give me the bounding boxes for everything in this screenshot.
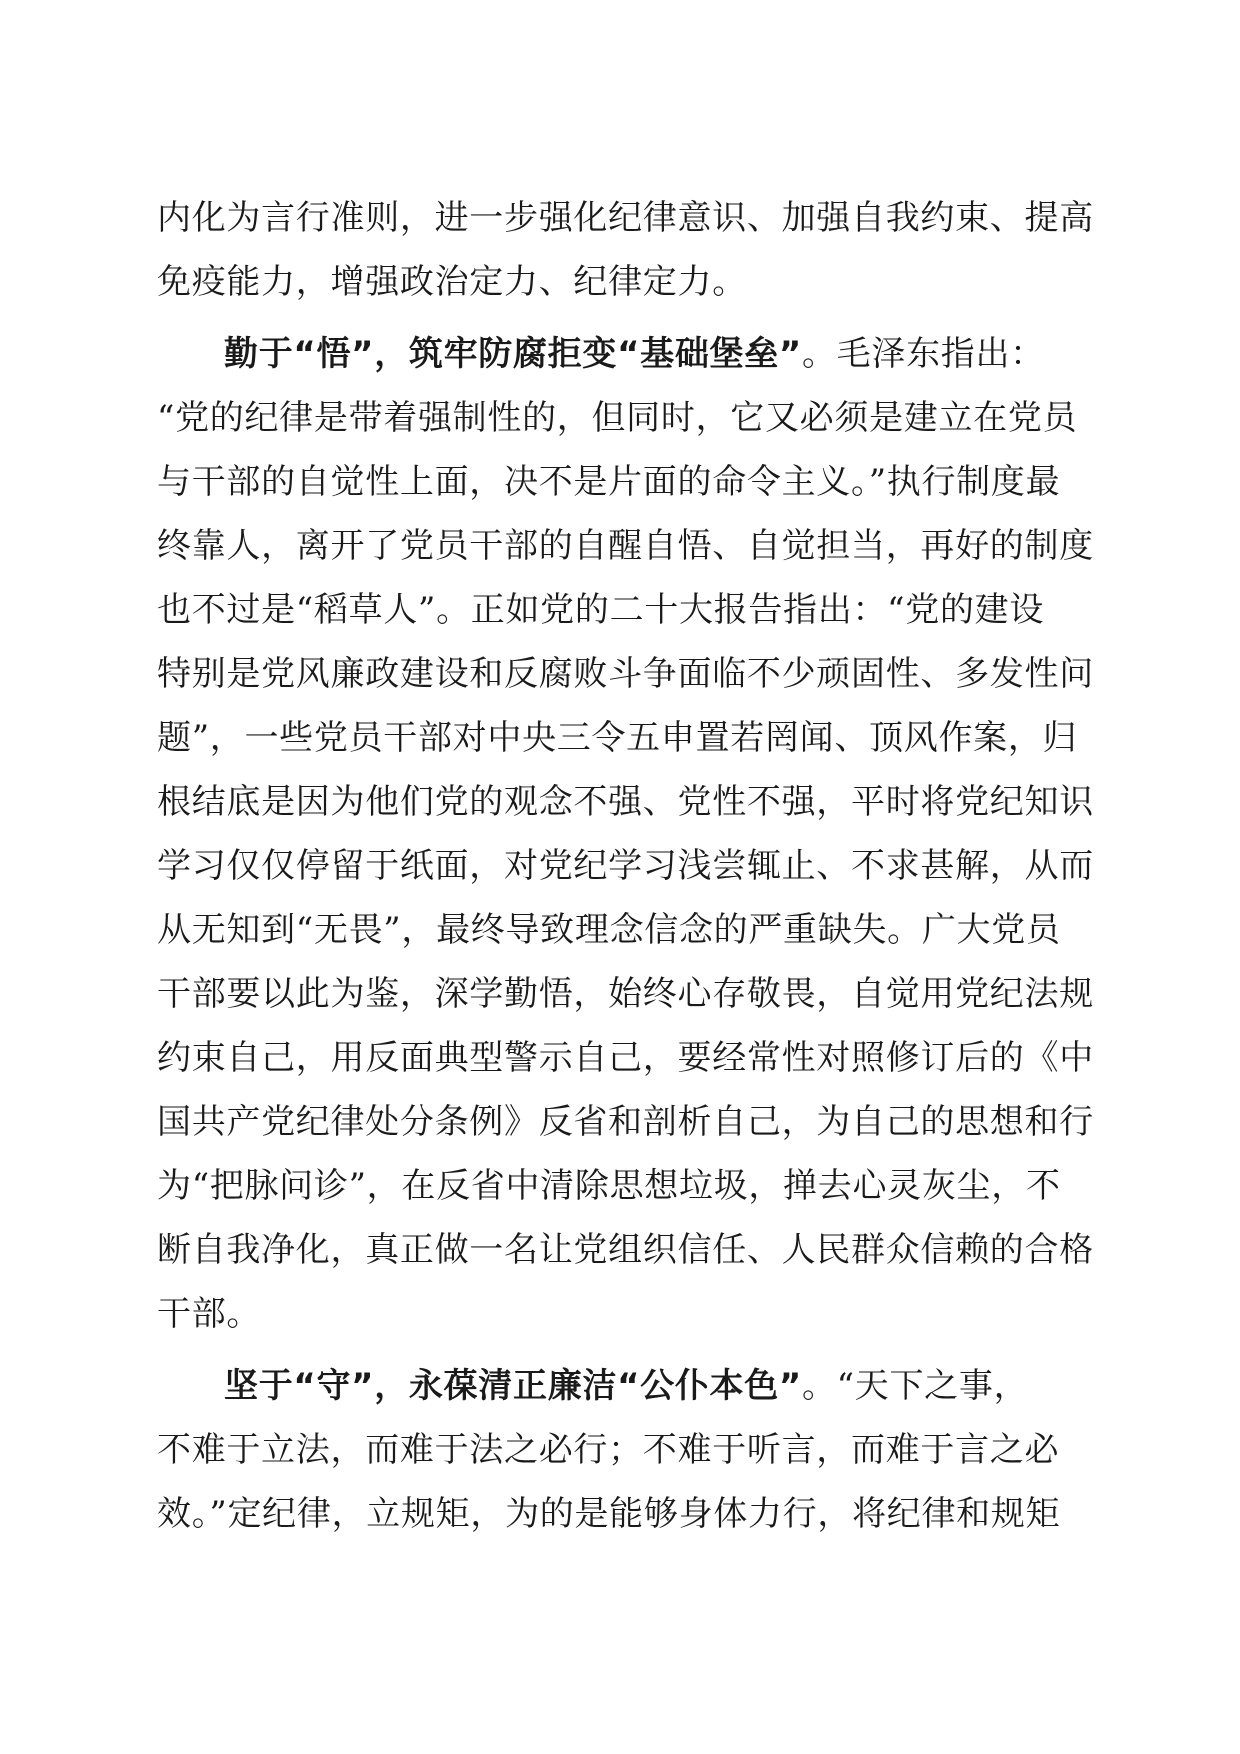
text-line: 免疫能力，增强政治定力、纪律定力。 bbox=[157, 262, 747, 302]
text-line: 与干部的自觉性上面，决不是片面的命令主义。”执行制度最 bbox=[157, 462, 1061, 502]
heading-tail-text: 。毛泽东指出： bbox=[801, 334, 1045, 374]
text-line: 根结底是因为他们党的观念不强、党性不强，平时将党纪知识 bbox=[157, 782, 1094, 822]
text-line: 约束自己，用反面典型警示自己，要经常性对照修订后的《中 bbox=[157, 1038, 1094, 1078]
text-line: 断自我净化，真正做一名让党组织信任、人民群众信赖的合格 bbox=[157, 1230, 1094, 1270]
text-line: 效。”定纪律，立规矩，为的是能够身体力行，将纪律和规矩 bbox=[157, 1494, 1061, 1534]
text-line: 内化为言行准则，进一步强化纪律意识、加强自我约束、提高 bbox=[157, 198, 1094, 238]
text-line: 特别是党风廉政建设和反腐败斗争面临不少顽固性、多发性问 bbox=[157, 654, 1094, 694]
text-line: “党的纪律是带着强制性的，但同时，它又必须是建立在党员 bbox=[157, 398, 1078, 438]
paragraph-first-line bbox=[157, 1354, 1087, 1418]
paragraph-first-line bbox=[157, 322, 1087, 386]
document-body bbox=[157, 186, 1094, 1546]
section-heading-shou: 坚于“守”，永葆清正廉洁“公仆本色” bbox=[224, 1366, 802, 1406]
text-line: 干部要以此为鉴，深学勤悟，始终心存敬畏，自觉用党纪法规 bbox=[157, 974, 1094, 1014]
section-heading-wu: 勤于“悟”，筑牢防腐拒变“基础堡垒” bbox=[224, 334, 802, 374]
text-line: 为“把脉问诊”，在反省中清除思想垃圾，掸去心灵灰尘，不 bbox=[157, 1166, 1061, 1206]
text-line: 也不过是“稻草人”。正如党的二十大报告指出：“党的建设 bbox=[157, 590, 1045, 630]
heading-tail-text: 。“天下之事， bbox=[801, 1366, 1029, 1406]
paragraph-gap bbox=[157, 1346, 1087, 1354]
text-line: 干部。 bbox=[157, 1294, 262, 1334]
paragraph-gap bbox=[157, 314, 1087, 322]
text-line: 不难于立法，而难于法之必行；不难于听言，而难于言之必 bbox=[157, 1430, 1060, 1470]
text-line: 国共产党纪律处分条例》反省和剖析自己，为自己的思想和行 bbox=[157, 1102, 1094, 1142]
text-line: 题”，一些党员干部对中央三令五申置若罔闻、顶风作案，归 bbox=[157, 718, 1078, 758]
text-line: 从无知到“无畏”，最终导致理念信念的严重缺失。广大党员 bbox=[157, 910, 1061, 950]
text-line: 学习仅仅停留于纸面，对党纪学习浅尝辄止、不求甚解，从而 bbox=[157, 846, 1094, 886]
text-line: 终靠人，离开了党员干部的自醒自悟、自觉担当，再好的制度 bbox=[157, 526, 1094, 566]
